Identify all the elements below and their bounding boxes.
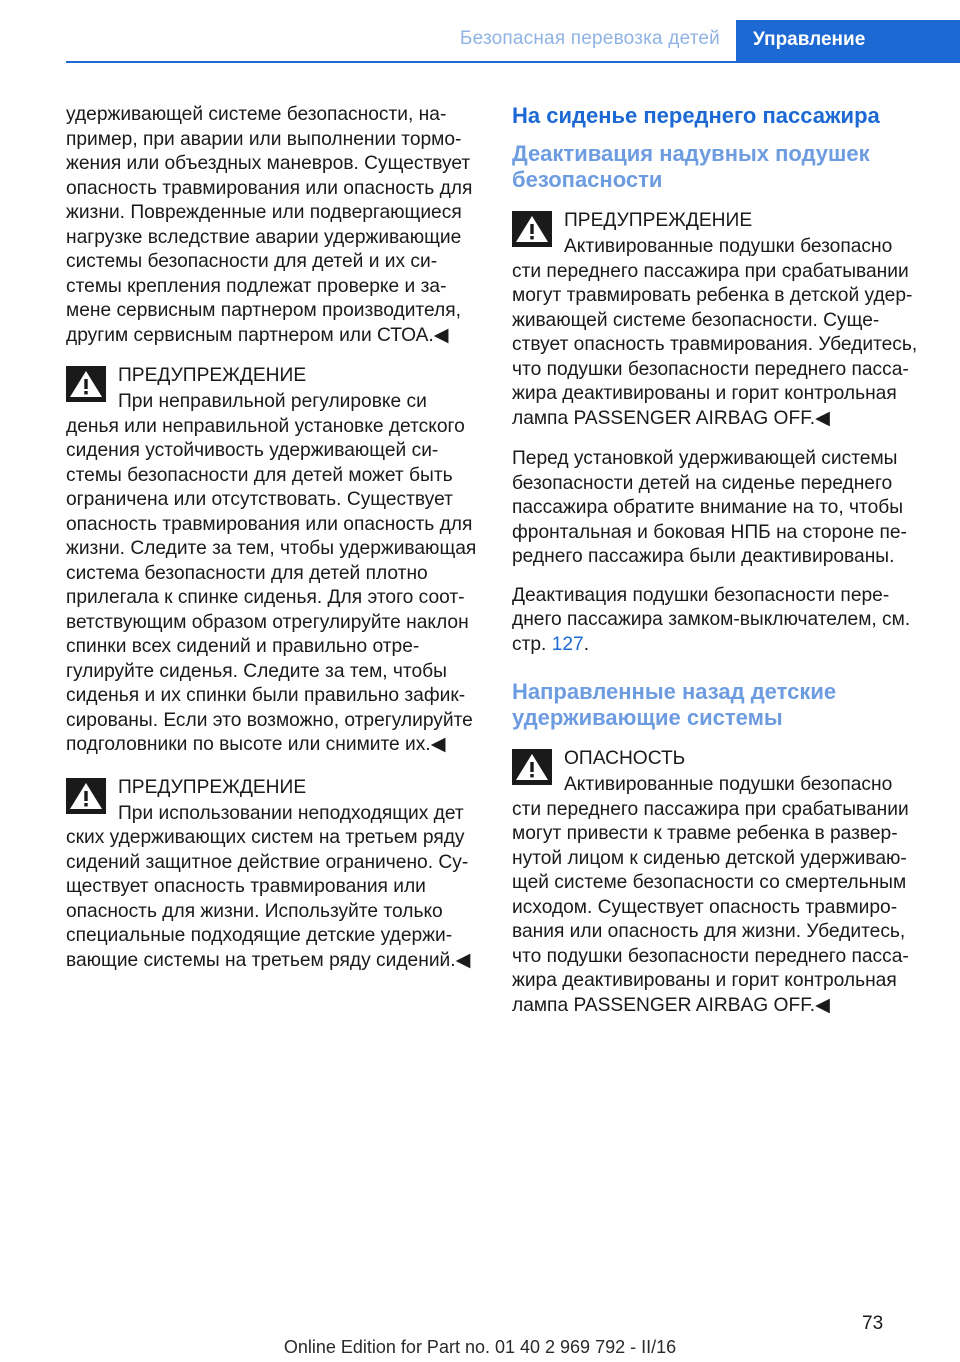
warning-block bbox=[66, 362, 479, 758]
header-chapter-label: Управление bbox=[753, 29, 866, 50]
right-column bbox=[512, 103, 926, 1034]
warning-triangle-icon bbox=[66, 778, 106, 814]
danger-text-first: Активированные подушки безопасно bbox=[564, 774, 893, 795]
paragraph-text: Деактивация подушки безопасности переднего пассажира замком-выключателем, см. стр. bbox=[512, 584, 911, 655]
page-reference-link[interactable]: 127 bbox=[551, 633, 584, 655]
header-chapter-tab[interactable] bbox=[736, 20, 960, 63]
warning-text-first: При использовании неподходящих дет bbox=[118, 802, 464, 824]
warning-text-first: При неправильной регулировке си bbox=[118, 391, 427, 412]
edition-footer: Online Edition for Part no. 01 40 2 969 792 - II/16 bbox=[283, 1337, 677, 1357]
warning-label: ПРЕДУПРЕЖДЕНИЕ bbox=[564, 210, 753, 231]
paragraph: Перед установкой удерживающей системы безопасности детей на сиденье переднего пассажира обратите внимание на то, чтобы фронтальная и боковая НПБ на стороне переднего пассажира были деактивированы. bbox=[512, 448, 907, 567]
warning-label: ПРЕДУПРЕЖДЕНИЕ bbox=[118, 365, 307, 386]
header-section-title: Безопасная перевозка детей bbox=[459, 28, 720, 49]
subsection-heading: Направленные назад детские удерживающие системы bbox=[512, 679, 837, 730]
warning-text: денья или неправильной установке детского сидения устойчивость удерживающей системы безопасности для детей может быть ограничена или отсутствовать. Существует опасность травмирования или опасность для жизни. Следите за тем, чтобы удерживающая система безопасности для детей плотно прилегала к спинке сиденья. Для этого соответствующим образом отрегулируйте наклон спинки всех сидений и правильно отрегулируйте сиденья. Следите за тем, чтобы сиденья и их спинки были правильно зафиксированы. Если это возможно, отрегулируйте подголовники по высоте или снимите их.◀ bbox=[66, 415, 477, 755]
warning-block bbox=[512, 207, 926, 431]
subsection-heading: Деактивация надувных подушек безопасности bbox=[512, 141, 870, 192]
warning-text: ских удерживающих систем на третьем ряду сидений защитное действие ограничено. Существует опасность травмирования или опасность для жизни. Используйте только специальные подходящие детские удерживающие системы на третьем ряду сидений.◀ bbox=[66, 827, 471, 971]
warning-text: сти переднего пассажира при срабатывании могут травмировать ребенка в детской удерживающей системе безопасности. Существует опасность травмирования. Убедитесь, что подушки безопасности переднего пассажира деактивированы и горит контрольная лампа PASSENGER AIRBAG OFF.◀ bbox=[512, 260, 918, 429]
danger-label: ОПАСНОСТЬ bbox=[564, 748, 686, 769]
paragraph: удерживающей системе безопасности, например, при аварии или выполнении торможения или объездных маневров. Существует опасность травмирования или опасность для жизни. Поврежденные или подвергающиеся нагрузке вследствие аварии удерживающие системы безопасности для детей и их системы крепления подлежат проверке и замене сервисным партнером производителя, другим сервисным партнером или СТОА.◀ bbox=[66, 104, 473, 346]
danger-text: сти переднего пассажира при срабатывании могут привести к травме ребенка в развернутой лицом к сиденью детской удерживающей системе безопасности со смертельным исходом. Существует опасность травмирования или опасность для жизни. Убедитесь, что подушки безопасности переднего пассажира деактивированы и горит контрольная лампа PASSENGER AIRBAG OFF.◀ bbox=[512, 798, 909, 1016]
paragraph-end: . bbox=[583, 633, 590, 655]
warning-triangle-icon bbox=[66, 366, 106, 402]
warning-text-first: Активированные подушки безопасно bbox=[564, 236, 893, 257]
warning-label: ПРЕДУПРЕЖДЕНИЕ bbox=[118, 776, 307, 798]
header-rule bbox=[66, 61, 960, 63]
warning-triangle-icon bbox=[512, 749, 552, 785]
page-number: 73 bbox=[862, 1313, 884, 1334]
warning-triangle-icon bbox=[512, 211, 552, 247]
section-heading: На сиденье переднего пассажира bbox=[512, 103, 880, 128]
left-column bbox=[66, 103, 479, 989]
danger-block bbox=[512, 745, 926, 1018]
paragraph-with-page-ref bbox=[512, 584, 926, 658]
warning-block bbox=[66, 774, 479, 974]
